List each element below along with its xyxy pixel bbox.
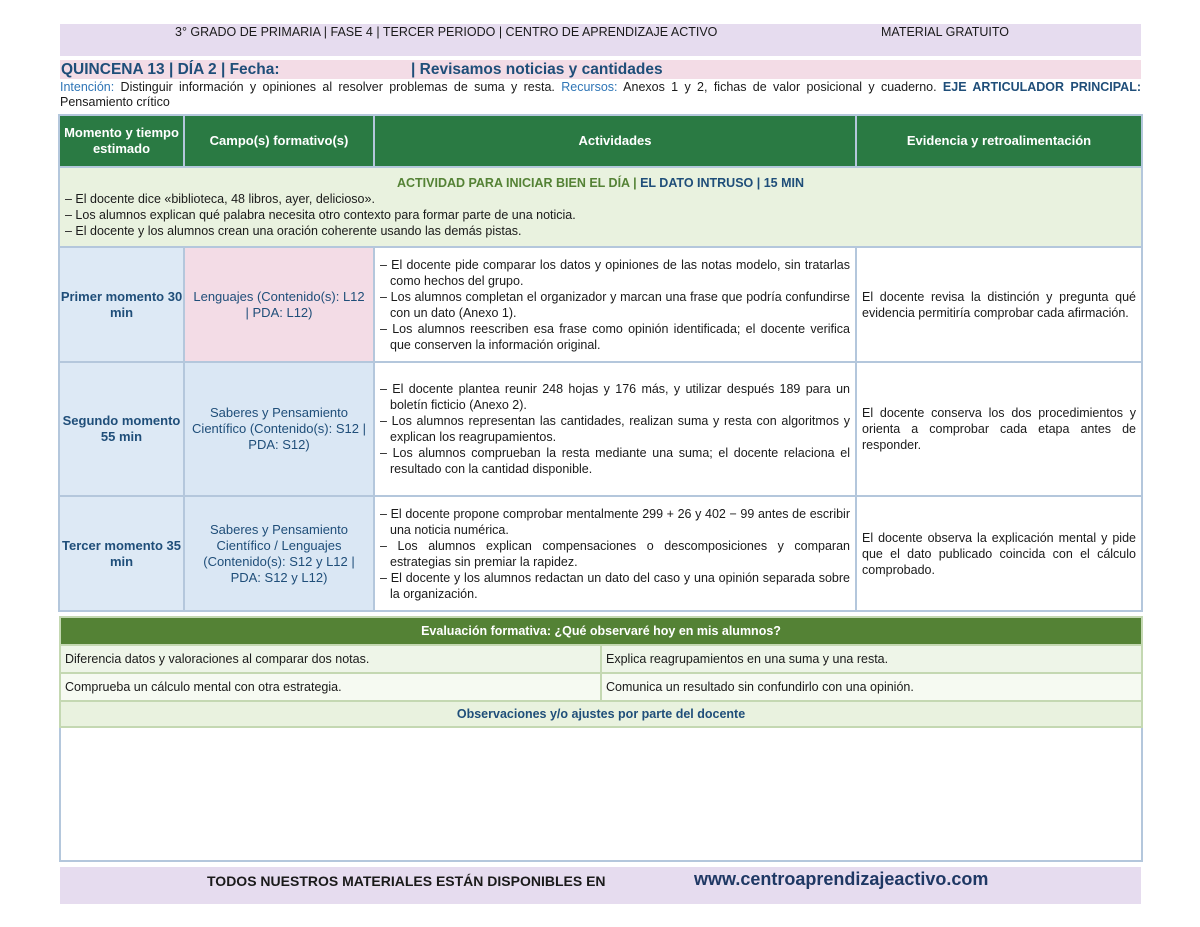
table-row [59,247,1142,362]
header-momento: Momento y tiempo estimado [59,115,184,167]
campo-cell: Saberes y Pensamiento Científico / Lenguajes (Contenido(s): S12 y L12 | PDA: S12 y L12) [184,496,374,611]
banner-free-label: MATERIAL GRATUITO [881,25,1010,39]
activities-cell [374,496,856,611]
axis-label: EJE ARTICULADOR PRINCIPAL: [942,80,1141,94]
inicio-line: – El docente y los alumnos crean una oración coherente usando las demás pistas. [65,224,522,238]
momento-cell: Segundo momento 55 min [59,362,184,496]
activity-item: – Los alumnos completan el organizador y marcan una frase que podría confundirse con un dato (Anexo 1). [380,289,850,320]
axis-text: Pensamiento crítico [60,95,170,109]
inicio-row [59,167,1142,247]
evidence-cell: El docente revisa la distinción y pregunta qué evidencia permitiría comprobar cada afirmación. [856,247,1142,362]
activities-cell [374,247,856,362]
inicio-line: – El docente dice «biblioteca, 48 libros, ayer, delicioso». [65,192,375,206]
footer-text: TODOS NUESTROS MATERIALES ESTÁN DISPONIBLES EN [207,873,606,889]
evaluation-item: Explica reagrupamientos en una suma y una resta. [601,645,1142,673]
inicio-cell [59,167,1142,247]
activity-item: – Los alumnos comprueban la resta mediante una suma; el docente relaciona el resultado con la cantidad disponible. [380,446,850,476]
footer-url-link[interactable]: www.centroaprendizajeactivo.com [694,869,989,889]
footer-banner [60,867,1141,904]
activities-cell [374,362,856,496]
banner-grade-text: 3° GRADO DE PRIMARIA | FASE 4 | TERCER PERIODO | CENTRO DE APRENDIZAJE ACTIVO [175,25,718,39]
evaluation-item: Diferencia datos y valoraciones al comparar dos notas. [60,645,601,673]
inicio-title-a: ACTIVIDAD PARA INICIAR BIEN EL DÍA | [396,176,637,190]
evidence-cell: El docente conserva los dos procedimientos y orienta a comprobar cada etapa antes de responder. [856,362,1142,496]
intent-paragraph [60,80,1141,110]
momento-cell: Primer momento 30 min [59,247,184,362]
momento-cell: Tercer momento 35 min [59,496,184,611]
header-campo: Campo(s) formativo(s) [184,115,374,167]
evaluation-header: Evaluación formativa: ¿Qué observaré hoy en mis alumnos? [60,617,1142,645]
plan-table [58,114,1143,612]
inicio-line: – Los alumnos explican qué palabra necesita otro contexto para formar parte de una noticia. [65,208,576,222]
header-actividades: Actividades [374,115,856,167]
activity-item: – Los alumnos explican compensaciones o descomposiciones y comparan estrategias sin premiar la rapidez. [380,538,850,569]
observations-box[interactable] [60,727,1142,861]
activity-item: – Los alumnos representan las cantidades, realizan suma y resta con algoritmos y explican los reagrupamientos. [380,414,850,444]
activity-item: – El docente propone comprobar mentalmente 299 + 26 y 402 − 99 antes de escribir una noticia numérica. [380,506,850,537]
evaluation-item: Comprueba un cálculo mental con otra estrategia. [60,673,601,701]
title-topic: | Revisamos noticias y cantidades [411,61,663,78]
header-evidencia: Evidencia y retroalimentación [856,115,1142,167]
inicio-title [65,175,1136,191]
campo-cell: Saberes y Pensamiento Científico (Contenido(s): S12 | PDA: S12) [184,362,374,496]
intent-label: Intención: [60,80,115,94]
intent-text: Distinguir información y opiniones al resolver problemas de suma y resta. [114,80,562,94]
resources-text: Anexos 1 y 2, fichas de valor posicional y cuaderno. [617,80,943,94]
title-bar [60,60,1141,79]
inicio-title-b: EL DATO INTRUSO | 15 MIN [636,176,805,190]
activity-item: – El docente plantea reunir 248 hojas y 176 más, y utilizar después 189 para un boletín ficticio (Anexo 2). [380,382,850,412]
activity-item: – El docente y los alumnos redactan un dato del caso y una opinión separada sobre la organización. [380,570,850,601]
activity-item: – El docente pide comparar los datos y opiniones de las notas modelo, sin tratarlas como hechos del grupo. [380,257,850,288]
title-quincena: QUINCENA 13 | DÍA 2 | Fecha: [61,61,280,78]
observations-header: Observaciones y/o ajustes por parte del docente [60,701,1142,727]
evaluation-table [59,616,1143,862]
evidence-cell: El docente observa la explicación mental y pide que el dato publicado coincida con el cálculo comprobado. [856,496,1142,611]
table-row [59,362,1142,496]
table-row [59,496,1142,611]
resources-label: Recursos: [561,80,618,94]
evaluation-item: Comunica un resultado sin confundirlo con una opinión. [601,673,1142,701]
activity-item: – Los alumnos reescriben esa frase como opinión identificada; el docente verifica que conserven la información original. [380,321,850,352]
table-header-row [59,115,1142,167]
top-banner [60,24,1141,56]
campo-cell: Lenguajes (Contenido(s): L12 | PDA: L12) [184,247,374,362]
